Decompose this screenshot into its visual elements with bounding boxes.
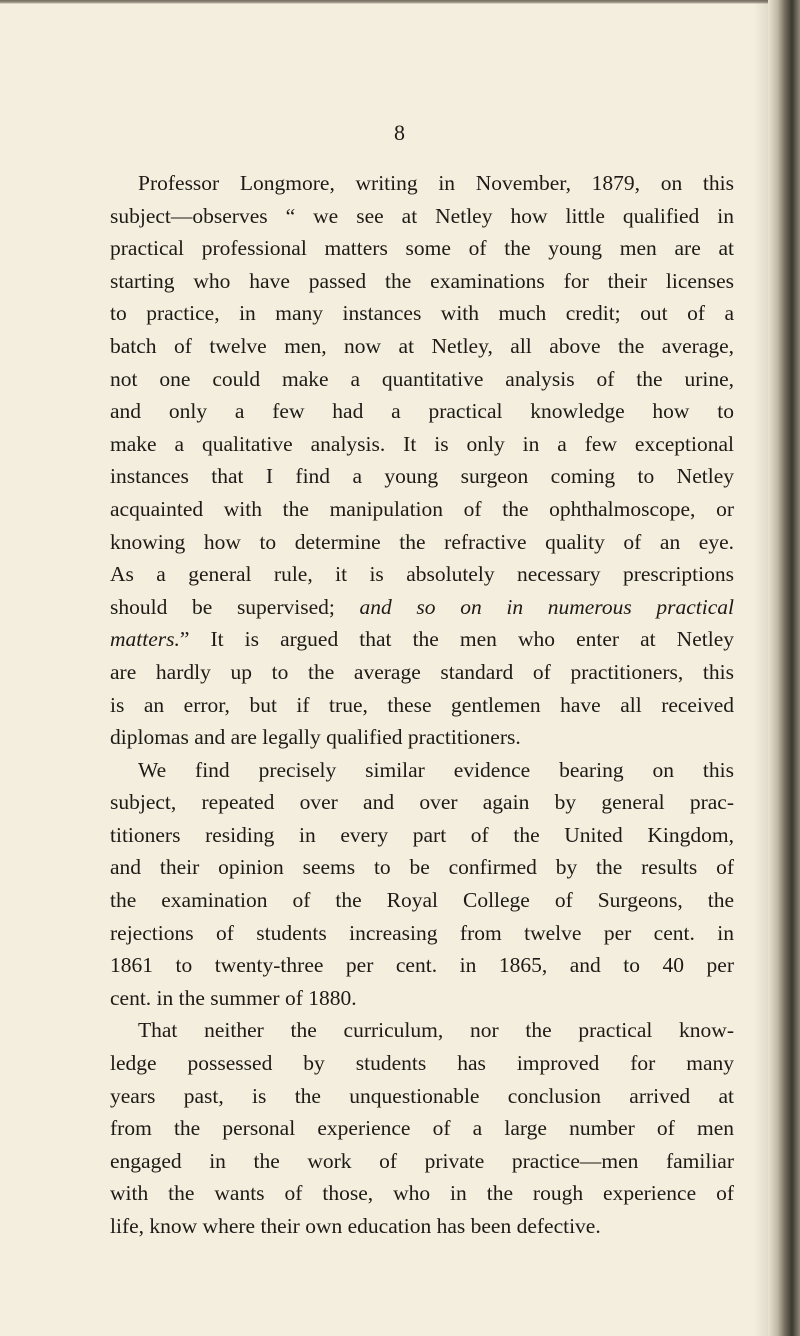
top-edge-rule xyxy=(0,0,790,4)
text-line: make a qualitative analysis. It is only in a few exceptional xyxy=(110,431,734,456)
text-run: should be supervised; xyxy=(110,594,360,619)
text-line: As a general rule, it is absolutely necessary prescriptions xyxy=(110,562,734,587)
text-line: That neither the curriculum, nor the practical know- xyxy=(138,1018,734,1043)
text-line: the examination of the Royal College of Surgeons, the xyxy=(110,888,734,913)
text-line: and their opinion seems to be confirmed by the results of xyxy=(110,855,734,880)
text-line: diplomas and are legally qualified practitioners. xyxy=(110,725,521,750)
text-line: subject—observes “ we see at Netley how little qualified in xyxy=(110,203,734,228)
text-line: not one could make a quantitative analysis of the urine, xyxy=(110,366,734,391)
gutter-shadow xyxy=(754,0,768,1336)
text-line: engaged in the work of private practice—men familiar xyxy=(110,1148,734,1173)
text-line: subject, repeated over and over again by general prac- xyxy=(110,790,734,815)
text-line: is an error, but if true, these gentlemen have all received xyxy=(110,692,734,717)
text-line xyxy=(110,591,734,624)
text-line: to practice, in many instances with much credit; out of a xyxy=(110,301,734,326)
text-line: knowing how to determine the refractive quality of an eye. xyxy=(110,529,734,554)
text-line: years past, is the unquestionable conclusion arrived at xyxy=(110,1083,734,1108)
text-line: and only a few had a practical knowledge how to xyxy=(110,399,734,424)
text-line xyxy=(110,623,734,656)
text-line: ledge possessed by students has improved for many xyxy=(110,1051,734,1076)
text-line: with the wants of those, who in the rough experience of xyxy=(110,1181,734,1206)
text-line: practical professional matters some of the young men are at xyxy=(110,236,734,261)
text-line: instances that I find a young surgeon coming to Netley xyxy=(110,464,734,489)
text-line: are hardly up to the average standard of practitioners, this xyxy=(110,659,734,684)
text-line: cent. in the summer of 1880. xyxy=(110,985,357,1010)
text-line: batch of twelve men, now at Netley, all above the average, xyxy=(110,333,734,358)
text-line: rejections of students increasing from twelve per cent. in xyxy=(110,920,734,945)
text-line: 1861 to twenty-three per cent. in 1865, and to 40 per xyxy=(110,953,734,978)
italic-text-run: and so on in numerous practical xyxy=(359,594,734,619)
text-run: ” It is argued that the men who enter at Netley xyxy=(179,627,734,652)
text-line: starting who have passed the examinations for their licenses xyxy=(110,268,734,293)
text-line: Professor Longmore, writing in November, 1879, on this xyxy=(138,171,734,195)
italic-text-run: matters. xyxy=(110,627,180,652)
text-line: acquainted with the manipulation of the ophthalmoscope, or xyxy=(110,496,734,521)
text-line: titioners residing in every part of the United Kingdom, xyxy=(110,822,734,847)
page-number: 8 xyxy=(394,120,406,145)
text-line: We find precisely similar evidence bearing on this xyxy=(138,757,734,782)
text-line: life, know where their own education has been defective. xyxy=(110,1214,601,1238)
book-binding-edge xyxy=(768,0,800,1336)
text-line: from the personal experience of a large number of men xyxy=(110,1116,734,1141)
body-text xyxy=(110,167,734,1243)
